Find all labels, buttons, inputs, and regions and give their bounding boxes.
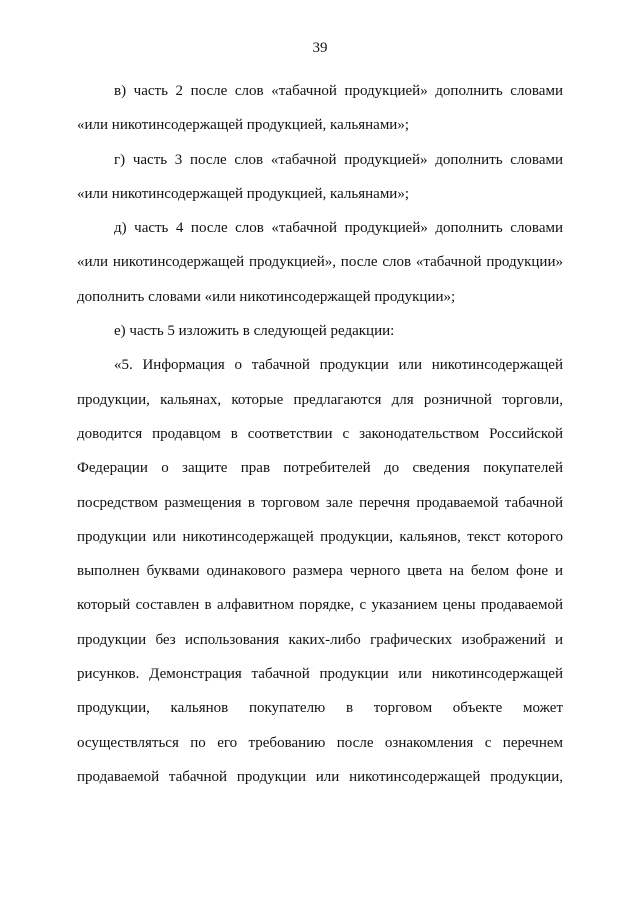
paragraph-amendment-g: г) часть 3 после слов «табачной продукцией» дополнить словами «или никотинсодержащей продукцией, кальянами»;: [77, 151, 563, 202]
page-number: 39: [312, 40, 328, 56]
paragraph-amendment-e: е) часть 5 изложить в следующей редакции:: [114, 323, 395, 340]
document-body: [77, 74, 563, 794]
paragraph-amendment-v: в) часть 2 после слов «табачной продукцией» дополнить словами «или никотинсодержащей продукцией, кальянами»;: [77, 83, 563, 134]
paragraph-part-5-text: «5. Информация о табачной продукции или никотинсодержащей продукции, кальянах, которые предлагаются для розничной торговли, доводится продавцом в соответствии с законодательством Российской Федерации о защите прав потребителей до сведения покупателей посредством размещения в торговом зале перечня продаваемой табачной продукции или никотинсодержащей продукции, кальянов, текст которого выполнен буквами одинакового размера черного цвета на белом фоне и который составлен в алфавитном порядке, с указанием цены продаваемой продукции без использования каких-либо графических изображений и рисунков. Демонстрация табачной продукции или никотинсодержащей продукции, кальянов покупателю в торговом объекте может осуществляться по его требованию после ознакомления с перечнем продаваемой табачной продукции или никотинсодержащей продукции,: [77, 357, 563, 785]
paragraph-amendment-d: д) часть 4 после слов «табачной продукцией» дополнить словами «или никотинсодержащей продукцией», после слов «табачной продукции» дополнить словами «или никотинсодержащей продукции»;: [77, 220, 563, 305]
